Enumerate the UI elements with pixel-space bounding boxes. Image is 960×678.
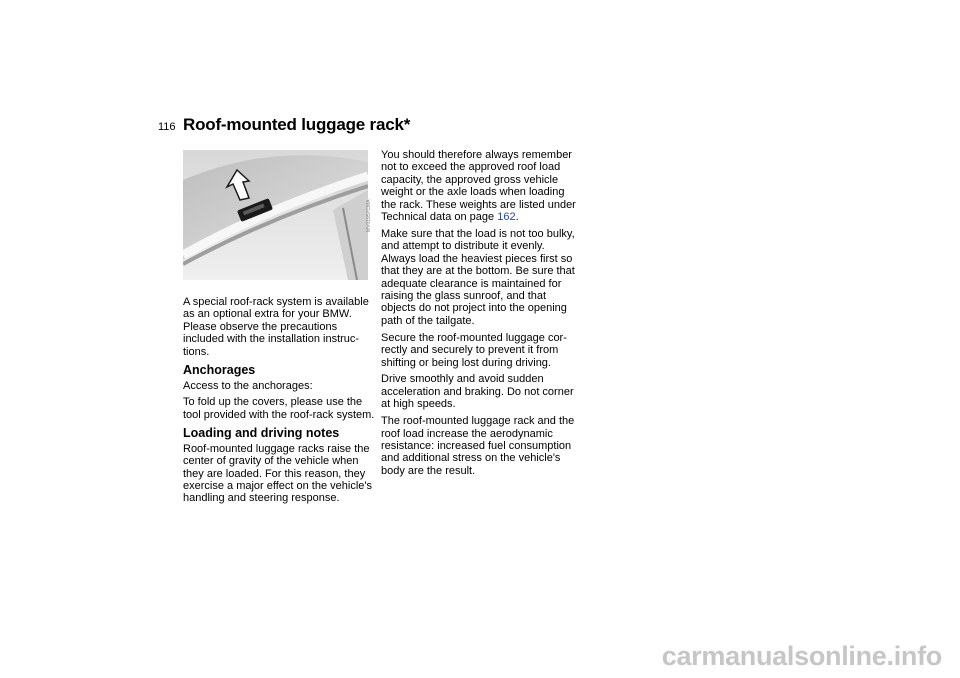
weights-paragraph (381, 149, 577, 223)
heading-loading-driving: Loading and driving notes (183, 425, 340, 440)
anchorages-paragraph-2: To fold up the covers, please use the tool provided with the roof-rack system. (183, 396, 375, 421)
anchorages-paragraph-1: Access to the anchorages: (183, 379, 313, 392)
figure-code: MV01957CMA (366, 199, 372, 232)
loading-paragraph-1: Roof-mounted luggage racks raise the center of gravity of the vehicle when they are loaded. For this reason, they exercise a major effect on the vehicle's handling and steering response. (183, 442, 372, 505)
right-column (381, 149, 577, 482)
roof-anchorage-illustration (183, 150, 368, 280)
left-column (183, 296, 375, 509)
drive-smoothly-paragraph: Drive smoothly and avoid sudden acceleration and braking. Do not corner at high speeds. (381, 373, 574, 411)
heading-anchorages: Anchorages (183, 362, 256, 377)
weights-text: You should therefore always remember not to exceed the approved roof load capacity, the approved gross vehicle weight or the axle loads when loading the rack. These weights are listed under Technical data on page (381, 149, 576, 224)
secure-load-paragraph: Secure the roof-mounted luggage cor-rectly and securely to prevent it from shifting or being lost during driving. (381, 331, 567, 369)
watermark: carmanualsonline.info (661, 641, 942, 671)
load-distribution-paragraph: Make sure that the load is not too bulky, and attempt to distribute it evenly. Always load the heaviest pieces first so that they are at the bottom. Be sure that adequate clearance is maintained for raising the glass sunroof, and that objects do not project into the opening path of the tailgate. (381, 227, 575, 327)
intro-paragraph: A special roof-rack system is available as an optional extra for your BMW. Please observe the precautions included with the installation instruc-tions. (183, 296, 369, 358)
page-title: Roof-mounted luggage rack* (183, 115, 411, 134)
roof-anchorage-drawing (183, 150, 368, 280)
aerodynamic-paragraph: The roof-mounted luggage rack and the roof load increase the aerodynamic resistance: increased fuel consumption and additional stress on the vehicle's body are the result. (381, 415, 575, 477)
page-number: 116 (158, 121, 176, 133)
weights-text-end: . (515, 211, 519, 224)
page-reference-link[interactable]: 162 (497, 211, 516, 224)
